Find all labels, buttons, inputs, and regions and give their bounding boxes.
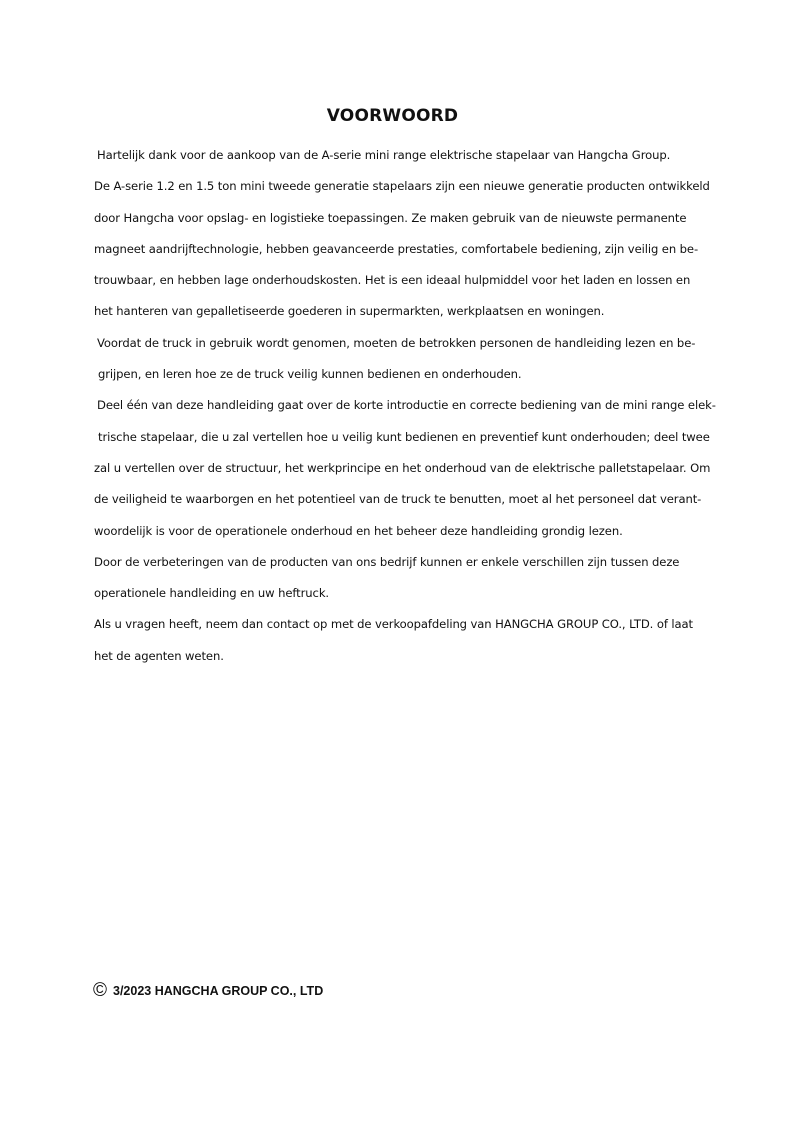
text-line: het hanteren van gepalletiseerde goederen in supermarkten, werkplaatsen en woningen. xyxy=(94,304,605,319)
text-line: Hartelijk dank voor de aankoop van de A-serie mini range elektrische stapelaar van Hangcha Group. xyxy=(97,148,671,162)
copyright-footer xyxy=(93,980,323,999)
text-line: door Hangcha voor opslag- en logistieke toepassingen. Ze maken gebruik van de nieuwste permanente xyxy=(94,210,687,225)
text-line: magneet aandrijftechnologie, hebben geavanceerde prestaties, comfortabele bediening, zijn veilig en be- xyxy=(94,241,699,256)
text-line: trouwbaar, en hebben lage onderhoudskosten. Het is een ideaal hulpmiddel voor het laden en lossen en xyxy=(94,273,691,288)
copyright-text: 3/2023 HANGCHA GROUP CO., LTD xyxy=(113,984,324,998)
text-line: grijpen, en leren hoe ze de truck veilig kunnen bedienen en onderhouden. xyxy=(98,367,522,382)
text-line: De A-serie 1.2 en 1.5 ton mini tweede generatie stapelaars zijn een nieuwe generatie producten ontwikkeld xyxy=(94,179,710,194)
preface-body xyxy=(94,140,714,672)
text-line: woordelijk is voor de operationele onderhoud en het beheer deze handleiding grondig lezen. xyxy=(94,523,623,538)
text-line: Als u vragen heeft, neem dan contact op met de verkoopafdeling van HANGCHA GROUP CO., LTD. of laat xyxy=(94,617,693,632)
text-line: Voordat de truck in gebruik wordt genomen, moeten de betrokken personen de handleiding lezen en be- xyxy=(97,335,696,350)
text-line: trische stapelaar, die u zal vertellen hoe u veilig kunt bedienen en preventief kunt onderhouden; deel twee xyxy=(98,429,710,444)
copyright-icon: © xyxy=(93,980,107,1001)
text-line: operationele handleiding en uw heftruck. xyxy=(94,586,330,601)
text-line: Door de verbeteringen van de producten van ons bedrijf kunnen er enkele verschillen zijn tussen deze xyxy=(94,554,680,569)
text-line: Deel één van deze handleiding gaat over de korte introductie en correcte bediening van de mini range elek- xyxy=(97,398,716,413)
text-line: zal u vertellen over de structuur, het werkprincipe en het onderhoud van de elektrische palletstapelaar. Om xyxy=(94,460,711,475)
text-line: het de agenten weten. xyxy=(94,648,224,663)
text-line: de veiligheid te waarborgen en het potentieel van de truck te benutten, moet al het personeel dat verant- xyxy=(94,492,702,507)
page-title: VOORWOORD xyxy=(326,106,459,126)
